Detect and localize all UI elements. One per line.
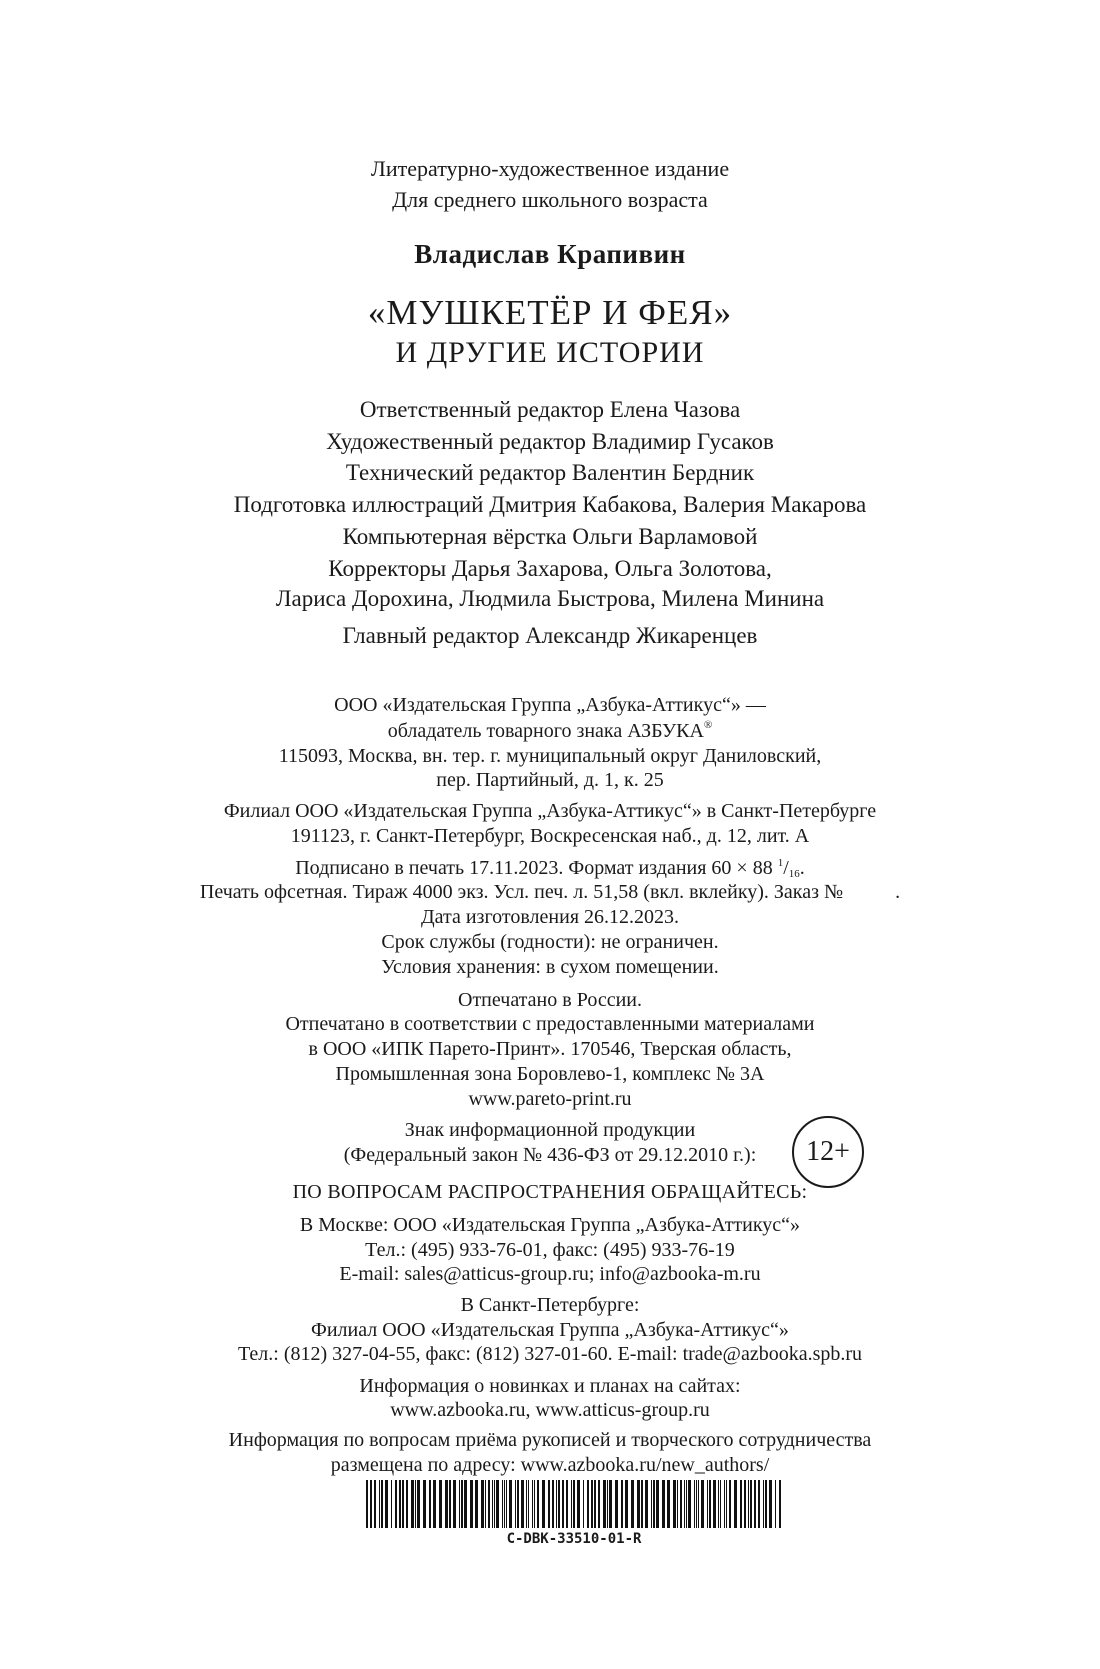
info-sign-law-line: (Федеральный закон № 436-ФЗ от 29.12.2010 г.): [343,1144,757,1166]
barcode-bar [556,1480,557,1528]
branch-line: Филиал ООО «Издательская Группа „Азбука-Аттикус“» в Санкт-Петербурге [223,800,877,822]
credit-line: Корректоры Дарья Захарова, Ольга Золотова, [328,556,772,581]
printer-line: Промышленная зона Боровлево-1, комплекс № 3А [335,1063,765,1085]
credit-line: Ответственный редактор Елена Чазова [359,397,741,422]
barcode-bar [641,1480,643,1528]
print-run-text: Печать офсетная. Тираж 4000 экз. Усл. печ. л. 51,58 (вкл. вклейку). Заказ № [199,881,844,903]
format-denominator: 16 [788,868,800,880]
printer-website: www.pareto-print.ru [468,1088,632,1110]
info-sign-line: Знак информационной продукции [404,1119,696,1141]
barcode-bar [775,1480,776,1528]
printer-line: в ООО «ИПК Парето-Принт». 170546, Тверская область, [308,1038,792,1060]
barcode-code: C-DBK-33510-01-R [506,1531,642,1547]
barcode-bar [470,1480,473,1528]
barcode-bar [548,1480,550,1528]
publisher-address-line: пер. Партийный, д. 1, к. 25 [436,769,664,791]
barcode-bar [411,1480,414,1528]
barcode-bar [577,1480,580,1528]
shelf-life-line: Срок службы (годности): не ограничен. [381,931,719,953]
barcode-bar [379,1480,380,1528]
barcode-bar [707,1480,708,1528]
barcode-bar [515,1480,516,1528]
print-run-line [0,882,1100,902]
barcode-bar [402,1480,404,1528]
barcode-bar [415,1480,416,1528]
distribution-line: E-mail: sales@atticus-group.ru; info@azbooka-m.ru [339,1263,761,1285]
barcode-bar [459,1480,460,1528]
barcode-bar [609,1480,612,1528]
print-run-end: . [895,881,901,903]
barcode-bar [552,1480,554,1528]
barcode-bar [631,1480,634,1528]
printer-line: Отпечатано в России. [458,989,642,1011]
manuscripts-line: Информация по вопросам приёма рукописей и творческого сотрудничества [228,1429,872,1451]
barcode-bar [758,1480,760,1528]
barcode-bar [537,1480,539,1528]
barcode-bar [587,1480,589,1528]
branch-address-line: 191123, г. Санкт-Петербург, Воскресенская наб., д. 12, лит. А [290,825,810,847]
barcode-bar [526,1480,527,1528]
barcode-bar [464,1480,467,1528]
distribution-line: В Москве: ООО «Издательская Группа „Азбука-Аттикус“» [299,1214,801,1236]
barcode-bar [449,1480,451,1528]
barcode-bar [485,1480,486,1528]
distribution-heading: ПО ВОПРОСАМ РАСПРОСТРАНЕНИЯ ОБРАЩАЙТЕСЬ: [292,1181,808,1203]
barcode-bar [734,1480,737,1528]
barcode-bar [509,1480,512,1528]
barcode-bar [370,1480,372,1528]
barcode-bar [763,1480,764,1528]
barcode-bar [698,1480,699,1528]
barcode-bar [686,1480,687,1528]
genre-line: Литературно-художественное издание [370,156,730,181]
barcode-bar [720,1480,721,1528]
barcode-bar [718,1480,719,1528]
barcode-bar [496,1480,499,1528]
barcode-bar [744,1480,746,1528]
barcode-bar [417,1480,420,1528]
barcode-bar [598,1480,600,1528]
barcode-bar [583,1480,584,1528]
barcode-bar [677,1480,678,1528]
publisher-trademark-line [0,720,1100,741]
format-end: . [799,857,805,879]
barcode-bar [769,1480,772,1528]
credit-line: Лариса Дорохина, Людмила Быстрова, Милена Минина [275,586,825,611]
barcode-bar [381,1480,383,1528]
format-numerator: 1 [777,857,784,869]
barcode-bar [607,1480,608,1528]
barcode-bar [694,1480,695,1528]
barcode-bar [433,1480,436,1528]
barcode-bar [453,1480,456,1528]
barcode-bar [754,1480,756,1528]
barcode-bar [750,1480,752,1528]
barcode-bar [667,1480,670,1528]
barcode-bar [653,1480,655,1528]
barcode-bar [603,1480,606,1528]
barcode-bar [573,1480,575,1528]
barcode-bar [558,1480,560,1528]
barcode-bar [571,1480,572,1528]
barcode-bar [406,1480,408,1528]
barcode-bar [709,1480,711,1528]
age-rating-badge: 12+ [792,1116,864,1188]
barcode-bar [542,1480,545,1528]
barcode-bar [662,1480,665,1528]
barcode-bar [566,1480,568,1528]
barcode-bar [594,1480,596,1528]
websites-line: Информация о новинках и планах на сайтах: [359,1375,741,1397]
barcode-bar [591,1480,593,1528]
barcode-bar [488,1480,490,1528]
barcode-bar [726,1480,727,1528]
barcode-bar [481,1480,484,1528]
signed-text: Подписано в печать 17.11.2023. Формат издания 60 × 88 [295,857,778,879]
credit-line: Главный редактор Александр Жикаренцев [342,623,758,648]
barcode-bar [506,1480,507,1528]
barcode-bar [528,1480,529,1528]
age-group-line: Для среднего школьного возраста [392,187,708,212]
format-slash: / [783,857,789,879]
trademark-text: обладатель товарного знака АЗБУКА [387,720,704,742]
credit-line: Компьютерная вёрстка Ольги Варламовой [342,524,758,549]
barcode-bar [504,1480,505,1528]
book-title-line2: И ДРУГИЕ ИСТОРИИ [395,336,705,369]
barcode-bar [684,1480,685,1528]
barcode-bar [729,1480,731,1528]
registered-mark: ® [703,719,713,731]
barcode-bar [713,1480,716,1528]
publisher-line: ООО «Издательская Группа „Азбука-Аттикус“» — [334,694,766,716]
manuscripts-line: размещена по адресу: www.azbooka.ru/new_authors/ [330,1454,770,1476]
barcode-bar [502,1480,503,1528]
barcode-bar [688,1480,691,1528]
barcode-bar [562,1480,564,1528]
barcode-bar [494,1480,495,1528]
barcode-bar [517,1480,519,1528]
barcode-bar [637,1480,640,1528]
websites-line: www.azbooka.ru, www.atticus-group.ru [390,1399,710,1421]
barcode-bar [701,1480,704,1528]
barcode-bar [680,1480,682,1528]
barcode-bar [475,1480,478,1528]
barcode-bar [445,1480,448,1528]
barcode-image [364,1480,784,1530]
barcode-bar [656,1480,659,1528]
distribution-line: В Санкт-Петербурге: [460,1294,640,1316]
credit-line: Технический редактор Валентин Бердник [345,460,755,485]
author-name: Владислав Крапивин [414,239,686,269]
barcode-bar [395,1480,397,1528]
barcode-bar [399,1480,401,1528]
distribution-line: Тел.: (495) 933-76-01, факс: (495) 933-76-19 [365,1239,735,1261]
barcode-bar [621,1480,623,1528]
distribution-line: Филиал ООО «Издательская Группа „Азбука-Аттикус“» [311,1319,789,1341]
barcode-bar [374,1480,376,1528]
barcode-bar [429,1480,431,1528]
barcode-bar [645,1480,648,1528]
barcode-bar [366,1480,368,1528]
barcode-bar [651,1480,652,1528]
printer-line: Отпечатано в соответствии с предоставленными материалами [285,1013,815,1035]
barcode-bar [615,1480,618,1528]
barcode-bar [765,1480,767,1528]
distribution-line: Тел.: (812) 327-04-55, факс: (812) 327-01-60. E-mail: trade@azbooka.spb.ru [237,1343,863,1365]
signed-format-line [0,858,1100,880]
barcode-bar [748,1480,749,1528]
barcode-bar [385,1480,388,1528]
barcode-bar [534,1480,535,1528]
barcode-bar [779,1480,781,1528]
barcode-bar [673,1480,676,1528]
publisher-address-line: 115093, Москва, вн. тер. г. муниципальный округ Даниловский, [278,745,822,767]
barcode-bar [391,1480,392,1528]
barcode-bar [423,1480,426,1528]
storage-line: Условия хранения: в сухом помещении. [381,956,719,978]
credit-line: Подготовка иллюстраций Дмитрия Кабакова, Валерия Макарова [233,492,867,517]
barcode-bar [492,1480,493,1528]
manufacture-date-line: Дата изготовления 26.12.2023. [420,906,680,928]
barcode-bar [532,1480,533,1528]
barcode-bar [625,1480,628,1528]
barcode-bar [521,1480,524,1528]
book-title-line1: «МУШКЕТЁР И ФЕЯ» [367,293,733,332]
barcode-bar [696,1480,697,1528]
barcode-bar [724,1480,725,1528]
credit-line: Художественный редактор Владимир Гусаков [326,429,774,454]
barcode-bar [461,1480,463,1528]
barcode-bar [439,1480,442,1528]
barcode-bar [740,1480,742,1528]
